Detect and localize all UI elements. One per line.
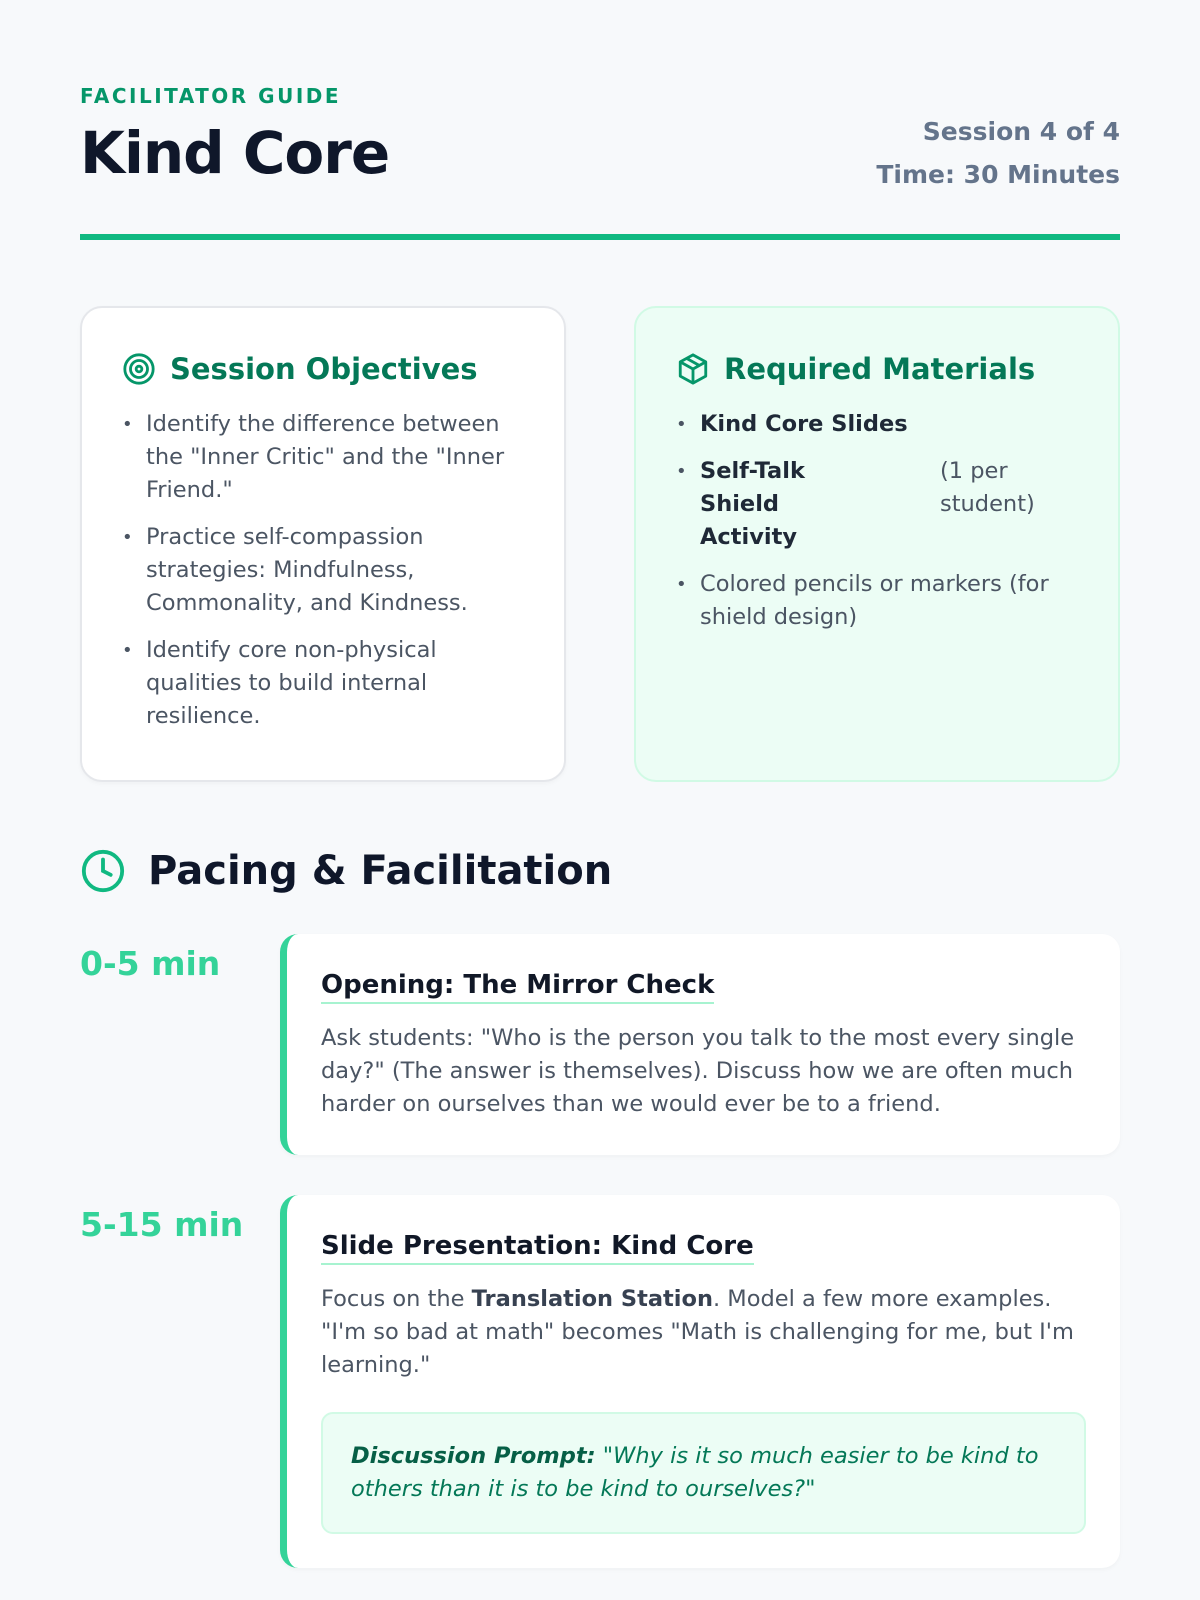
clock-icon — [80, 848, 126, 894]
materials-header — [676, 352, 1078, 386]
eyebrow-label: FACILITATOR GUIDE — [80, 84, 342, 108]
pacing-header — [80, 848, 1120, 894]
info-cards — [80, 306, 1120, 782]
material-name: Kind Core Slides — [700, 411, 908, 437]
material-note: (1 per student) — [940, 458, 1035, 517]
step-body — [321, 1283, 1086, 1382]
session-duration: Time: 30 Minutes — [876, 160, 1120, 189]
materials-list — [676, 408, 1078, 634]
session-meta — [876, 110, 1120, 196]
pacing-step — [80, 1195, 1120, 1568]
list-item: • Identify core non-physical qualities to build internal resilience. — [122, 634, 524, 733]
objectives-card — [80, 306, 566, 782]
list-item — [676, 455, 1078, 554]
pacing-title: Pacing & Facilitation — [148, 848, 613, 894]
objectives-list — [122, 408, 524, 733]
step-time: 5-15 min — [80, 1205, 244, 1244]
page-header — [80, 0, 1120, 240]
materials-card — [634, 306, 1120, 782]
list-item: • Practice self-compassion strategies: Mindfulness, Commonality, and Kindness. — [122, 521, 524, 620]
box-icon — [676, 352, 710, 386]
step-time: 0-5 min — [80, 944, 221, 983]
step-card — [280, 1195, 1120, 1568]
material-name: • Self-Talk Shield Activity — [700, 458, 805, 550]
prompt-text: "Why is it so much easier to be kind to others than it is to be kind to ourselves?" — [351, 1443, 1039, 1502]
page-title: Kind Core — [80, 119, 390, 187]
discussion-prompt — [321, 1412, 1086, 1534]
pacing-step — [80, 934, 1120, 1155]
step-title: Opening: The Mirror Check — [321, 970, 714, 1004]
materials-title: Required Materials — [724, 352, 1036, 386]
target-icon — [122, 352, 156, 386]
list-item — [676, 408, 1078, 441]
objectives-header — [122, 352, 524, 386]
step-body-text: . Model a few more examples. "I'm so bad at math" becomes "Math is challenging for me, but I'm learning." — [321, 1286, 1074, 1378]
step-body: Ask students: "Who is the person you talk to the most every single day?" (The answer is themselves). Discuss how we are often much harder on ourselves than we would ever be to a friend. — [321, 1025, 1075, 1117]
step-card — [280, 934, 1120, 1155]
list-item: • Colored pencils or markers (for shield design) — [676, 568, 1078, 634]
step-title: Slide Presentation: Kind Core — [321, 1231, 754, 1265]
list-item: • Identify the difference between the "Inner Critic" and the "Inner Friend." — [122, 408, 524, 507]
prompt-label: Discussion Prompt: — [351, 1443, 596, 1469]
step-body-text: Focus on the — [321, 1286, 472, 1312]
objectives-title: Session Objectives — [170, 352, 478, 386]
step-body-emphasis: Translation Station — [471, 1286, 713, 1312]
session-number: Session 4 of 4 — [922, 117, 1120, 146]
